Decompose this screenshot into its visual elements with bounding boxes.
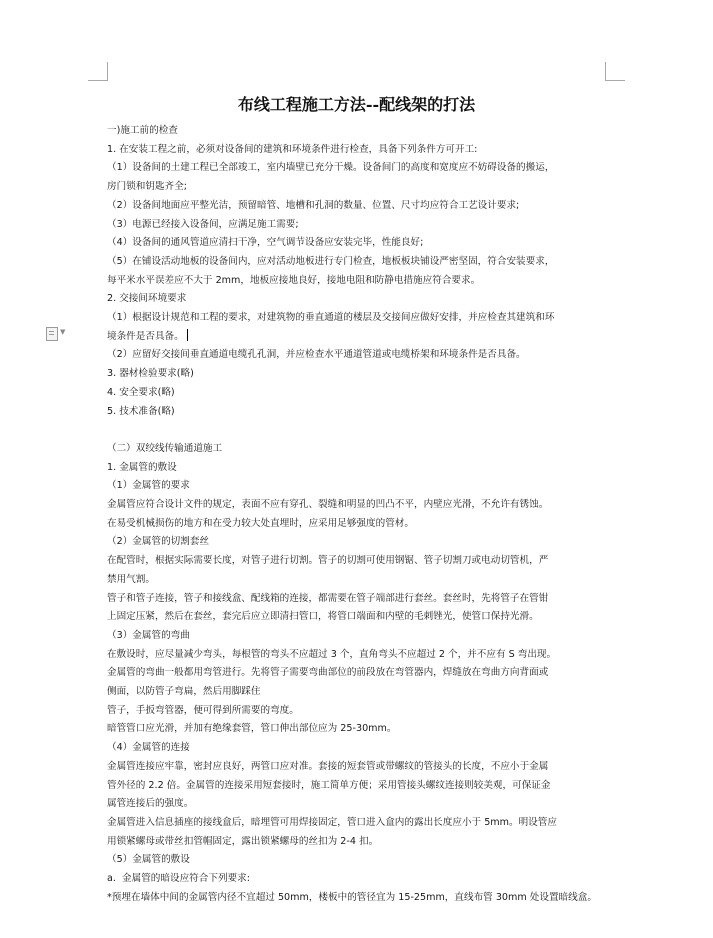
paragraph: 禁用气割。 [107, 573, 155, 585]
paragraph-options-icon[interactable] [46, 327, 58, 341]
paragraph: （4）金属管的连接 [107, 742, 190, 754]
paragraph: 在配管时，根据实际需要长度，对管子进行切割。管子的切割可使用钢锯、管子切割刀或电动切管机，严 [107, 555, 549, 567]
paragraph-text: 境条件是否具备。 [107, 330, 184, 342]
paragraph: （3）金属管的弯曲 [107, 629, 190, 641]
heading-twisted-pair-construction: （二）双绞线传输通道施工 [107, 442, 223, 454]
paragraph: 属管连接后的强度。 [107, 798, 194, 810]
crop-mark-top-right-vertical [605, 62, 606, 80]
paragraph: 在易受机械损伤的地方和在受力较大处直埋时，应采用足够强度的管材。 [107, 517, 414, 529]
chevron-down-icon[interactable]: ▼ [60, 328, 66, 336]
paragraph: 3. 器材检验要求(略) [107, 368, 194, 380]
paragraph: （3）电源已经接入设备间，应满足施工需要; [107, 218, 299, 230]
paragraph: 侧面，以防管子弯扁，然后用脚踩住 [107, 686, 261, 698]
paragraph: （1）设备间的土建工程已全部竣工，室内墙壁已充分干燥。设备间门的高度和宽度应不妨碍设备的搬运， [107, 162, 555, 174]
paragraph: 房门锁和钥匙齐全; [107, 181, 187, 193]
paragraph: 1. 金属管的敷设 [107, 461, 177, 473]
paragraph: 管外径的 2.2 倍。金属管的连接采用短套接时，施工简单方便；采用管接头螺纹连接则较美观，可保证金 [107, 779, 551, 791]
paragraph: 金属管连接应牢靠，密封应良好，两管口应对准。套接的短套管或带螺纹的管接头的长度，不应小于金属 [107, 760, 549, 772]
paragraph: （2）设备间地面应平整光洁，预留暗管、地槽和孔洞的数量、位置、尺寸均应符合工艺设计要求; [107, 199, 520, 211]
document-title: 布线工程施工方法--配线架的打法 [237, 95, 476, 114]
crop-mark-top-left-vertical [107, 62, 108, 80]
paragraph: *预埋在墙体中间的金属管内径不宜超过 50mm，楼板中的管径宜为 15-25mm，直线布管 30mm 处设置暗线盒。 [107, 891, 597, 903]
paragraph: 4. 安全要求(略) [107, 386, 175, 398]
paragraph: （1）根据设计规范和工程的要求，对建筑物的垂直通道的楼层及交接间应做好安排，并应检查其建筑和环 [107, 312, 555, 324]
paragraph: 上固定压紧，然后在套丝，套完后应立即清扫管口，将管口端面和内壁的毛刺锉光，使管口保持光滑。 [107, 611, 539, 623]
paragraph: 用锁紧螺母或带丝扣管帽固定，露出锁紧螺母的丝扣为 2-4 扣。 [107, 835, 379, 847]
paragraph: （4）设备间的通风管道应清扫干净，空气调节设备应安装完毕，性能良好; [107, 237, 424, 249]
heading-pre-construction-check: 一)施工前的检查 [107, 125, 178, 136]
text-cursor [187, 329, 189, 341]
paragraph: （2）金属管的切割套丝 [107, 536, 210, 548]
document-body[interactable] [107, 122, 607, 908]
paragraph: （2）应留好交接间垂直通道电缆孔孔洞，并应检查水平通道管道或电缆桥架和环境条件是否具备。 [107, 349, 526, 361]
paragraph: 金属管的弯曲一般都用弯管进行。先将管子需要弯曲部位的前段放在弯管器内，焊缝放在弯曲方向背面或 [107, 667, 549, 679]
paragraph: 在敷设时，应尽量减少弯头，每根管的弯头不应超过 3 个，直角弯头不应超过 2 个，并不应有 S 弯出现。 [107, 648, 557, 660]
paragraph: 管子，手扳弯管器，便可得到所需要的弯度。 [107, 704, 299, 716]
paragraph: 暗管管口应光滑，并加有绝缘套管，管口伸出部位应为 25-30mm。 [107, 723, 397, 735]
paragraph: 5. 技术准备(略) [107, 405, 175, 417]
paragraph: （5）在铺设活动地板的设备间内，应对活动地板进行专门检查，地板板块铺设严密坚固，符合安装要求， [107, 255, 555, 267]
paragraph: （5）金属管的敷设 [107, 854, 190, 866]
paragraph: 管子和管子连接，管子和接线盒、配线箱的连接，都需要在管子端部进行套丝。套丝时，先将管子在管钳 [107, 592, 549, 604]
paragraph: 金属管应符合设计文件的规定，表面不应有穿孔、裂缝和明显的凹凸不平，内壁应光滑，不允许有锈蚀。 [107, 499, 549, 511]
paragraph: 每平米水平误差应不大于 2mm，地板应接地良好，接地电阻和防静电措施应符合要求。 [107, 274, 481, 286]
paragraph-with-cursor [107, 328, 607, 347]
crop-mark-top-left [88, 80, 108, 81]
paragraph: （1）金属管的要求 [107, 480, 190, 492]
heading-room-requirements: 2. 交接间环境要求 [107, 293, 187, 305]
crop-mark-top-right [605, 80, 625, 81]
paragraph: 金属管进入信息插座的接线盒后，暗埋管可用焊接固定，管口进入盒内的露出长度应小于 5mm。明设管应 [107, 817, 557, 828]
blank-line [107, 421, 607, 440]
paragraph: 1. 在安装工程之前，必须对设备间的建筑和环境条件进行检查，具备下列条件方可开工: [107, 143, 478, 155]
paragraph: a. 金属管的暗设应符合下列要求: [107, 873, 250, 885]
